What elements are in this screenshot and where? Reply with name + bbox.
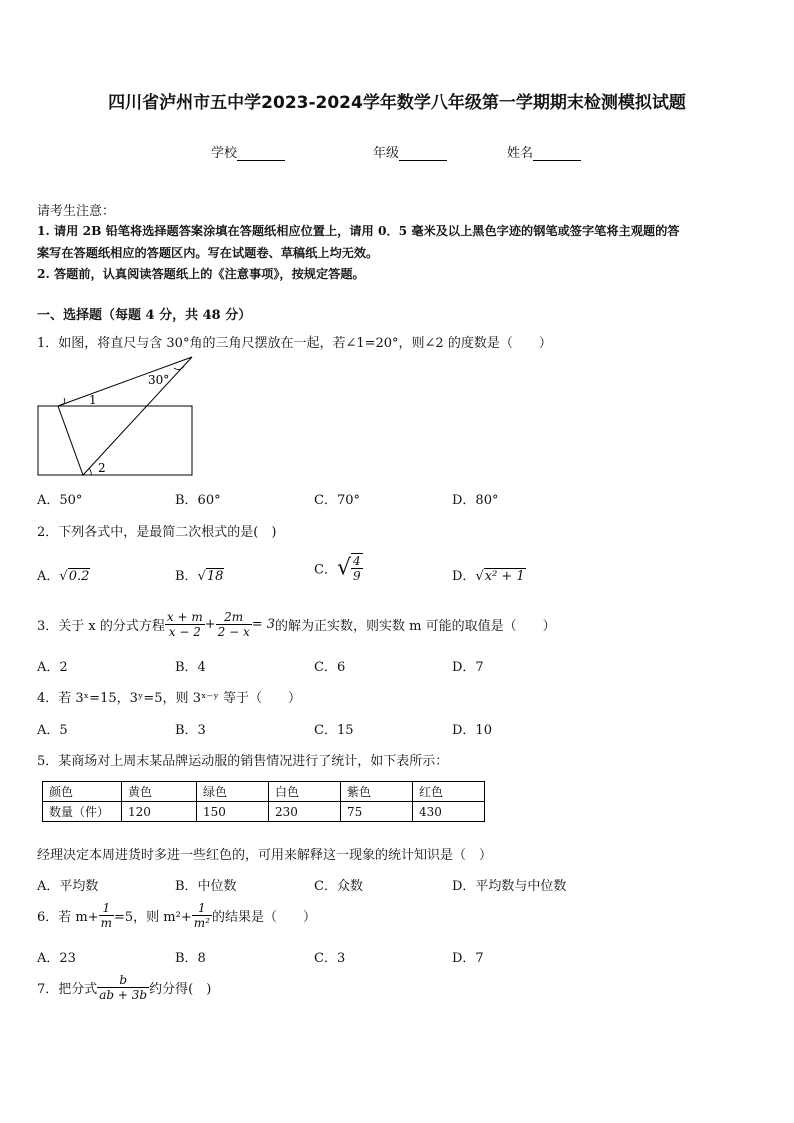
q2-d-value: x² + 1 [484, 569, 525, 584]
table-cell: 颜色 [43, 782, 122, 802]
table-cell: 数量（件） [43, 802, 122, 822]
q2-d-radical: √x² + 1 [475, 569, 525, 584]
table-cell: 白色 [269, 782, 341, 802]
q7-prefix: 7．把分式 [37, 982, 98, 997]
school-field [211, 142, 285, 161]
q3-f2-den: 2 − x [217, 625, 250, 639]
grade-field [373, 142, 447, 161]
q6-prefix: 6．若 m+ [37, 910, 99, 925]
table-cell: 120 [122, 802, 197, 822]
q6-fraction-1 [99, 901, 114, 930]
q4-option-a[interactable]: A．5 [37, 723, 68, 738]
q2-c-den: 9 [352, 569, 361, 583]
q6-option-b[interactable]: B．8 [175, 951, 206, 966]
q3-fraction-1 [165, 610, 205, 639]
q5-stem: 5．某商场对上周末某品牌运动服的销售情况进行了统计，如下表所示： [37, 754, 449, 769]
q5-option-a[interactable]: A．平均数 [37, 879, 99, 894]
q2-option-b[interactable] [175, 565, 224, 584]
grade-blank [399, 147, 447, 161]
q3-f1-num: x + m [166, 610, 203, 624]
grade-label: 年级 [373, 146, 400, 161]
q2-stem: 2．下列各式中，是最简二次根式的是( ) [37, 525, 277, 540]
section-heading: 一、选择题（每题 4 分，共 48 分） [37, 308, 252, 323]
q6-option-d[interactable]: D．7 [452, 951, 484, 966]
sales-table [42, 781, 485, 822]
q3-option-b[interactable]: B．4 [175, 660, 206, 675]
q1-option-a[interactable]: A．50° [37, 493, 83, 508]
notice-line-2: 案写在答题纸相应的答题区内。写在试题卷、草稿纸上均无效。 [37, 246, 379, 260]
q3-suffix: 的解为正实数，则实数 m 可能的取值是（ ） [275, 619, 556, 634]
q6-f1-den: m [100, 916, 113, 930]
q2-a-prefix: A． [37, 569, 60, 584]
q2-d-prefix: D． [452, 569, 476, 584]
q3-stem [37, 610, 556, 639]
q7-f-den: ab + 3b [99, 988, 148, 1002]
table-cell: 150 [197, 802, 269, 822]
table-cell: 绿色 [197, 782, 269, 802]
table-row [43, 802, 485, 822]
q2-c-num: 4 [352, 554, 361, 568]
q5-option-d[interactable]: D．平均数与中位数 [452, 879, 567, 894]
angle2-arc [89, 468, 91, 475]
q1-stem: 1．如图，将直尺与含 30°角的三角尺摆放在一起，若∠1=20°，则∠2 的度数是（ ） [37, 336, 552, 351]
q5-option-c[interactable]: C．众数 [314, 879, 363, 894]
q4-stem: 4．若 3ˣ=15，3ʸ=5，则 3ˣ⁻ʸ 等于（ ） [37, 691, 301, 706]
q3-option-a[interactable]: A．2 [37, 660, 68, 675]
exam-title: 四川省泸州市五中学2023-2024学年数学八年级第一学期期末检测模拟试题 [108, 93, 686, 113]
q3-f1-den: x − 2 [168, 625, 201, 639]
q6-mid: =5，则 m²+ [114, 910, 192, 925]
q2-c-fraction [351, 553, 363, 583]
notice-heading: 请考生注意： [37, 204, 116, 219]
q3-eq: = 3 [251, 617, 276, 632]
q2-option-a[interactable] [37, 565, 90, 584]
q6-stem [37, 901, 316, 930]
q2-b-prefix: B． [175, 569, 198, 584]
q1-option-d[interactable]: D．80° [452, 493, 499, 508]
school-blank [237, 147, 285, 161]
table-cell: 230 [269, 802, 341, 822]
triangle-shape [58, 357, 192, 475]
q2-a-radical: √0.2 [59, 569, 90, 584]
q3-fraction-2 [216, 610, 252, 639]
school-label: 学校 [211, 146, 238, 161]
label-2: 2 [98, 461, 106, 475]
q2-c-radical-sign: √ [336, 555, 351, 581]
q2-b-value: 18 [206, 569, 224, 584]
ruler-triangle-figure [36, 352, 198, 478]
q4-option-d[interactable]: D．10 [452, 723, 492, 738]
q3-option-d[interactable]: D．7 [452, 660, 484, 675]
q7-f-num: b [97, 973, 149, 988]
table-cell: 红色 [413, 782, 485, 802]
q6-fraction-2 [192, 901, 212, 930]
q6-f2-den: m² [193, 916, 210, 930]
label-1: 1 [89, 393, 97, 407]
q4-option-b[interactable]: B．3 [175, 723, 206, 738]
q6-option-c[interactable]: C．3 [314, 951, 346, 966]
name-field [507, 142, 581, 161]
table-cell: 75 [341, 802, 413, 822]
table-header-row [43, 782, 485, 802]
q2-a-value: 0.2 [68, 569, 90, 584]
q6-f1-num: 1 [99, 901, 114, 916]
q5-stem-2: 经理决定本周进货时多进一些红色的，可用来解释这一现象的统计知识是（ ） [37, 848, 493, 863]
q4-option-c[interactable]: C．15 [314, 723, 354, 738]
q6-suffix: 的结果是（ ） [211, 910, 316, 925]
table-cell: 紫色 [341, 782, 413, 802]
q1-option-b[interactable]: B．60° [175, 493, 221, 508]
q5-option-b[interactable]: B．中位数 [175, 879, 237, 894]
q7-fraction [97, 973, 149, 1002]
label-30: 30° [148, 373, 170, 387]
notice-line-3: 2. 答题前，认真阅读答题纸上的《注意事项》，按规定答题。 [37, 267, 365, 281]
name-label: 姓名 [507, 146, 534, 161]
q3-plus: + [204, 617, 216, 632]
notice-line-1: 1. 请用 2B 铅笔将选择题答案涂填在答题纸相应位置上，请用 0．5 毫米及以上黑色字迹的钢笔或签字笔将主观题的答 [37, 224, 680, 238]
q2-option-c[interactable] [314, 553, 363, 583]
angle30-arc [174, 366, 184, 370]
q1-option-c[interactable]: C．70° [314, 493, 360, 508]
q7-suffix: 约分得( ) [149, 982, 212, 997]
q3-prefix: 3．关于 x 的分式方程 [37, 619, 165, 634]
q2-option-d[interactable] [452, 565, 526, 584]
q6-option-a[interactable]: A．23 [37, 951, 76, 966]
name-blank [533, 147, 581, 161]
q6-f2-num: 1 [192, 901, 212, 916]
q7-stem [37, 973, 211, 1002]
q3-f2-num: 2m [216, 610, 252, 625]
q3-option-c[interactable]: C．6 [314, 660, 346, 675]
table-cell: 430 [413, 802, 485, 822]
q2-c-prefix: C． [314, 562, 337, 578]
q2-b-radical: √18 [197, 569, 224, 584]
table-cell: 黄色 [122, 782, 197, 802]
